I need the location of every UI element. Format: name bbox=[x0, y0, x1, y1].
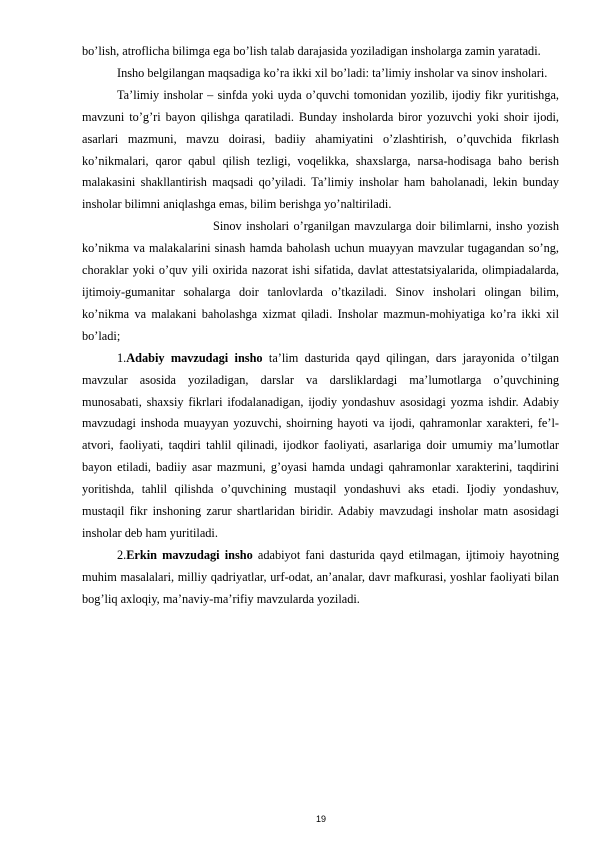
paragraph-talimiy-insholar: Ta’limiy insholar – sinfda yoki uyda o’quvchi tomonidan yozilib, ijodiy fikr yuritishga, mavzuni to’g’ri bayon qilishga qaratiladi. Bunday insholarda biror yozuvchi yoki shoir ijodi, asarlari mazmuni, mavzu doirasi, badiiy ahamiyatini o’zlashtirish, o’quvchida fikrlash ko’nikmalari, qaror qabul qilish tezligi, voqelikka, shaxslarga, narsa-hodisaga baho berish malakasini shakllantirish maqsadi qo’yiladi. Ta’limiy insholar ham baholanadi, lekin bunday insholar bilimni aniqlashga emas, bilim berishga yo’naltiriladi. bbox=[82, 87, 559, 212]
list-number: 1. bbox=[117, 350, 127, 365]
list-number: 2. bbox=[117, 547, 127, 562]
paragraph-continuation: bo’lish, atroflicha bilimga ega bo’lish talab darajasida yoziladigan insholarga zamin yaratadi. bbox=[82, 44, 541, 58]
paragraph-erkin-insho bbox=[82, 545, 559, 611]
paragraph-sinov-insholari: Sinov insholari o’rganilgan mavzularga doir bilimlarni, insho yozish ko’nikma va malakalarini sinash hamda baholash uchun muayyan mavzular tugagandan so’ng, choraklar yoki o’quv yili oxirida nazorat ishi sifatida, davlat attestatsiyalarida, olimpiadalarda, ijtimoiy-gumanitar sohalarga doir tanlovlarda o’tkaziladi. Sinov insholari olingan bilim, ko’nikma va malakani baholashga xizmat qiladi. Insholar mazmun-mohiyatiga ko’ra ikki xil bo’ladi; bbox=[82, 219, 559, 343]
paragraph-insho-types: Insho belgilangan maqsadiga ko’ra ikki xil bo’ladi: ta’limiy insholar va sinov insholari. bbox=[117, 65, 548, 80]
page-number: 19 bbox=[315, 814, 326, 824]
paragraph-adabiy-insho bbox=[82, 348, 559, 545]
definition-text: ta’lim dasturida qayd qilingan, dars jarayonida o’tilgan mavzular asosida yoziladigan, darslar va darsliklardagi ma’lumotlarga o’quvchining munosabati, shaxsiy fikrlari ifodalanadigan, ijodiy yondashuv asosidagi yozma ishdir. Adabiy mavzudagi inshoda muayyan yozuvchi, shoirning hayoti va ijodi, qahramonlar xarakteri, fe’l-atvori, faoliyati, taqdiri tahlil qilinadi, ijodkor faoliyati, asarlariga doir umumiy ma’lumotlar bayon etiladi, badiiy asar mazmuni, g’oyasi hamda undagi qahramonlar xarakterini, taqdirini yoritishda, tahlil qilishda o’quvchining mustaqil yondashuvi aks etadi. Ijodiy yondashuv, mustaqil fikr inshoning zarur shartlaridan biridir. Adabiy mavzudagi insholar matn asosidagi insholar deb ham yuritiladi. bbox=[82, 350, 559, 540]
definition-text: adabiyot fani dasturida qayd etilmagan, ijtimoiy hayotning muhim masalalari, milliy qadriyatlar, urf-odat, an’analar, davr mafkurasi, yoshlar faoliyati bilan bog’liq axloqiy, ma’naviy-ma’rifiy mavzularda yoziladi. bbox=[82, 547, 559, 606]
term-erkin-insho: Erkin mavzudagi insho bbox=[126, 547, 253, 562]
body-text bbox=[82, 41, 559, 611]
term-adabiy-insho: Adabiy mavzudagi insho bbox=[126, 350, 263, 365]
